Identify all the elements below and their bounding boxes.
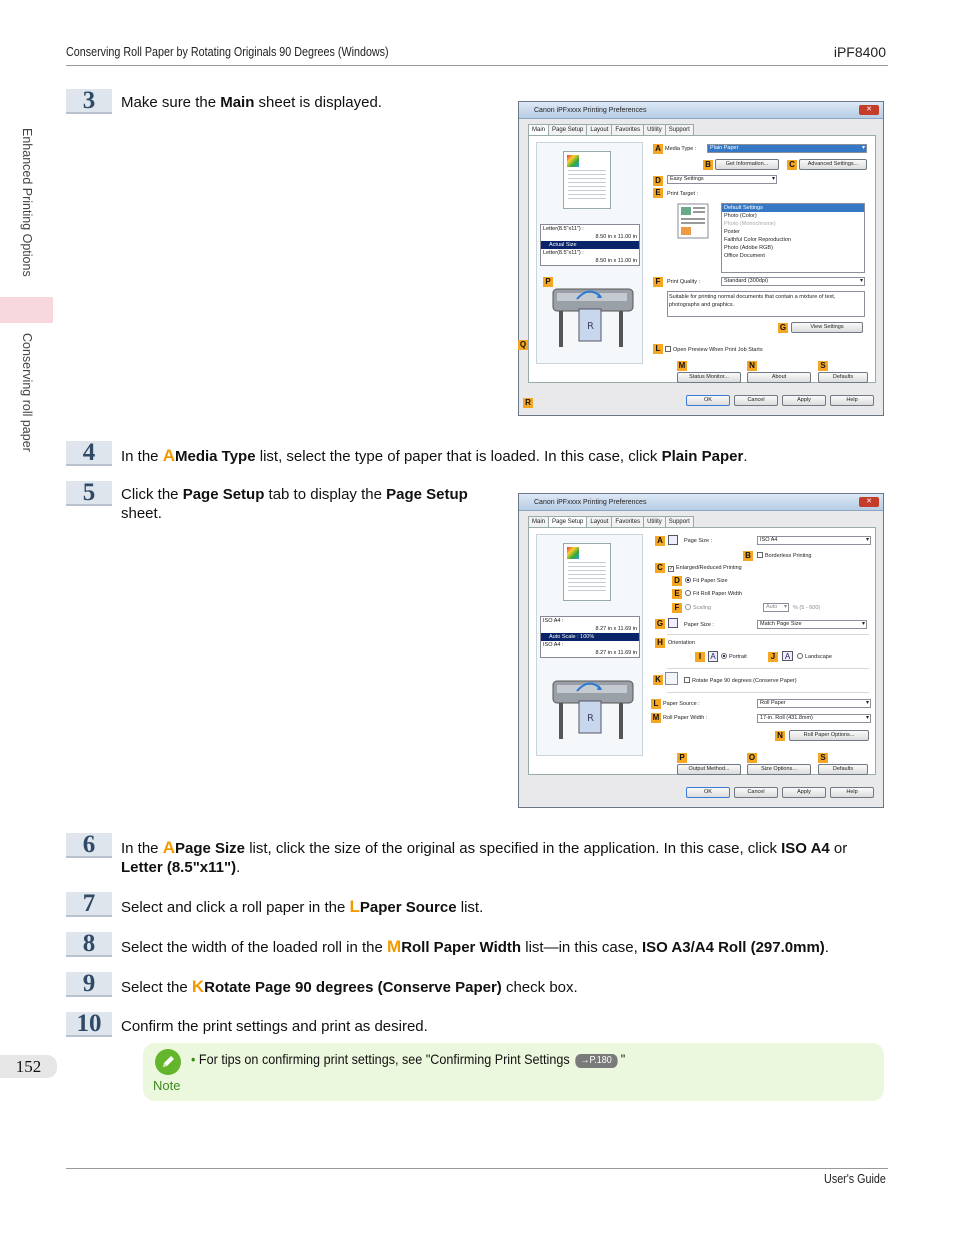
dialog-title: Canon iPFxxxx Printing Preferences ✕ [519,102,883,119]
preview-area [536,142,643,364]
about-button[interactable]: About [747,372,811,383]
callout-p: P [543,277,553,287]
callout-d: D [672,576,682,586]
callout-m: M [678,361,686,370]
scaling-input[interactable]: Auto ▾ [763,603,789,612]
sidebar-section: Enhanced Printing Options [20,128,34,277]
tab-favorites[interactable]: Favorites [611,516,644,527]
print-target-option[interactable]: Default Settings [722,204,864,212]
portrait-icon: A [708,651,718,662]
step-text-6: In the APage Size list, click the size of the original as specified in the application. In this case, click ISO A4 or Letter (8.5"x11"). [121,838,848,876]
roll-width-label: Roll Paper Width : [663,715,708,721]
rotate-page-checkbox[interactable]: Rotate Page 90 degrees (Conserve Paper) [684,677,797,685]
print-target-option[interactable]: Office Document [724,253,765,259]
running-header-model: iPF8400 [833,44,886,60]
callout-c: C [655,563,665,573]
paper-size-select[interactable]: Match Page Size ▾ [757,620,867,629]
radio-selected-icon [685,577,691,583]
main-sheet-screenshot [518,101,884,416]
landscape-radio[interactable]: Landscape [797,653,832,661]
print-quality-label: Print Quality : [667,279,701,285]
checkbox-checked-icon: ✓ [669,566,674,572]
advanced-settings-button[interactable]: Advanced Settings... [799,159,867,170]
page-size-select[interactable]: ISO A4 ▾ [757,536,871,545]
callout-l: L [653,344,663,354]
ok-button[interactable]: OK [686,787,730,798]
step-text-5: Click the Page Setup tab to display the Page Setup sheet. [121,486,468,522]
cancel-button[interactable]: Cancel [734,787,778,798]
page-size-label: Page Size : [684,538,713,544]
checkbox-icon [757,552,763,558]
tab-support[interactable]: Support [665,124,694,135]
settings-panel [528,527,876,775]
document-preview-icon [563,151,611,209]
callout-a: A [655,536,665,546]
printer-illustration [543,673,639,743]
tab-main[interactable]: Main [528,516,549,527]
callout-b: B [743,551,753,561]
portrait-radio[interactable]: Portrait [721,653,747,661]
open-preview-checkbox[interactable]: Open Preview When Print Job Starts [665,346,763,354]
step-text-3: Make sure the Main sheet is displayed. [121,94,382,111]
view-settings-button[interactable]: View Settings [791,322,863,333]
header-divider [66,65,888,66]
print-target-option[interactable]: Photo (Adobe RGB) [724,245,773,251]
paper-size-label: Paper Size : [684,622,714,628]
step-number-4: 4 [66,441,112,466]
callout-q: Q [519,340,527,349]
borderless-checkbox[interactable]: Borderless Printing [757,552,811,560]
print-target-option[interactable]: Poster [724,229,740,235]
orientation-label: Orientation [668,640,695,646]
radio-icon [685,604,691,610]
tab-layout[interactable]: Layout [586,124,612,135]
callout-i: I [695,652,705,662]
page-setup-screenshot [518,493,884,808]
svg-text:R: R [587,713,594,724]
callout-j: J [768,652,778,662]
callout-m: M [652,713,660,722]
callout-g: G [656,619,664,628]
status-monitor-button[interactable]: Status Monitor... [677,372,741,383]
radio-icon [685,590,691,596]
output-method-button[interactable]: Output Method... [677,764,741,775]
print-target-label: Print Target : [667,191,699,197]
callout-d: D [653,176,663,186]
page-number: 152 [0,1055,57,1078]
checkbox-icon [665,346,671,352]
paper-size-icon [668,618,678,628]
tab-utility[interactable]: Utility [643,124,666,135]
easy-settings-select[interactable]: Easy Settings ▾ [667,175,777,184]
print-target-option[interactable]: Photo (Monochrome) [724,221,776,227]
footer-guide: User's Guide [824,1172,886,1186]
enlarged-checkbox[interactable]: ✓ Enlarged/Reduced Printing [669,565,742,572]
note-text: • For tips on confirming print settings, see "Confirming Print Settings →P.180 " [191,1051,626,1067]
landscape-icon: A [782,651,793,661]
step-text-9: Select the KRotate Page 90 degrees (Conserve Paper) check box. [121,977,578,996]
step-number-10: 10 [66,1012,112,1037]
sidebar-tab-marker [0,297,53,323]
media-type-select[interactable]: Plain Paper ▾ [707,144,867,153]
roll-width-select[interactable]: 17-in. Roll (431.8mm) ▾ [757,714,871,723]
callout-e: E [653,188,663,198]
step-number-3: 3 [66,89,112,114]
callout-p: P [677,753,687,763]
quality-description: Suitable for printing normal documents that contain a mixture of text, photographs and graphics. [667,291,865,317]
size-info-box: Letter(8.5"x11") : 8.50 in x 11.00 in Actual Size Letter(8.5"x11") : 8.50 in x 11.00 in [540,224,640,266]
callout-s: S [818,361,828,371]
callout-f: F [672,603,682,613]
page-size-icon [668,535,678,545]
step-text-10: Confirm the print settings and print as desired. [121,1018,428,1035]
checkbox-icon [684,677,690,683]
paper-source-label: Paper Source : [663,701,700,707]
callout-l: L [651,699,661,709]
callout-g: G [779,323,787,332]
note-box [143,1043,884,1101]
print-target-list[interactable] [721,203,865,273]
callout-b: B [703,160,713,170]
tab-utility[interactable]: Utility [643,516,666,527]
ok-button[interactable]: OK [686,395,730,406]
step-text-4: In the AMedia Type list, select the type of paper that is loaded. In this case, click Plain Paper. [121,446,748,465]
tab-page-setup[interactable]: Page Setup [548,124,587,135]
document-preview-icon [563,543,611,601]
apply-button[interactable]: Apply [782,395,826,406]
close-icon[interactable]: ✕ [859,105,879,115]
size-options-button[interactable]: Size Options... [747,764,811,775]
callout-s: S [818,753,828,763]
tab-support[interactable]: Support [665,516,694,527]
note-label: Note [153,1078,181,1093]
callout-n: N [775,731,785,741]
callout-r: R [523,398,533,408]
defaults-button[interactable]: Defaults [818,372,868,383]
print-target-option[interactable]: Faithful Color Reproduction [724,237,791,243]
tab-main[interactable]: Main [528,124,549,136]
callout-a: A [653,144,663,154]
callout-o: O [748,753,756,762]
step-text-7: Select and click a roll paper in the LPaper Source list. [121,897,484,916]
callout-f: F [653,277,663,287]
dialog-title: Canon iPFxxxx Printing Preferences ✕ [519,494,883,511]
scaling-range: % (5 - 600) [793,605,821,611]
help-button[interactable]: Help [830,787,874,798]
fit-paper-size-radio[interactable]: Fit Paper Size [685,577,728,585]
step-number-9: 9 [66,972,112,997]
callout-e: E [672,589,682,599]
fit-roll-width-radio[interactable]: Fit Roll Paper Width [685,590,742,598]
page-reference-link[interactable]: →P.180 [575,1054,617,1068]
svg-text:R: R [587,321,594,332]
sidebar-subsection: Conserving roll paper [20,333,34,452]
tab-layout[interactable]: Layout [586,516,612,527]
scaling-radio[interactable]: Scaling [685,604,711,612]
paper-source-select[interactable]: Roll Paper ▾ [757,699,871,708]
radio-icon [797,653,803,659]
print-target-option[interactable]: Photo (Color) [724,213,757,219]
roll-paper-options-button[interactable]: Roll Paper Options... [789,730,869,741]
size-info-box: ISO A4 : 8.27 in x 11.69 in Auto Scale : 100% ISO A4 : 8.27 in x 11.69 in [540,616,640,658]
printer-illustration [543,281,639,351]
footer-divider [66,1168,888,1169]
rotate-page-icon [665,672,678,685]
print-target-thumbnail-icon [677,203,709,239]
step-text-8: Select the width of the loaded roll in the MRoll Paper Width list—in this case, ISO A3/A4 Roll (297.0mm). [121,937,829,956]
callout-c: C [787,160,797,170]
step-number-7: 7 [66,892,112,917]
print-quality-select[interactable]: Standard (300dpi) ▾ [721,277,865,286]
step-number-6: 6 [66,833,112,858]
help-button[interactable]: Help [830,395,874,406]
defaults-button[interactable]: Defaults [818,764,868,775]
radio-selected-icon [721,653,727,659]
callout-k: K [653,675,663,685]
apply-button[interactable]: Apply [782,787,826,798]
step-number-5: 5 [66,481,112,506]
callout-n: N [747,361,757,371]
pencil-icon [155,1049,181,1075]
tab-favorites[interactable]: Favorites [611,124,644,135]
get-information-button[interactable]: Get Information... [715,159,779,170]
media-type-label: Media Type : [665,146,697,152]
callout-h: H [655,638,665,648]
tab-page-setup[interactable]: Page Setup [548,516,587,528]
close-icon[interactable]: ✕ [859,497,879,507]
preview-area [536,534,643,756]
step-number-8: 8 [66,932,112,957]
running-header-title: Conserving Roll Paper by Rotating Originals 90 Degrees (Windows) [66,45,389,59]
cancel-button[interactable]: Cancel [734,395,778,406]
